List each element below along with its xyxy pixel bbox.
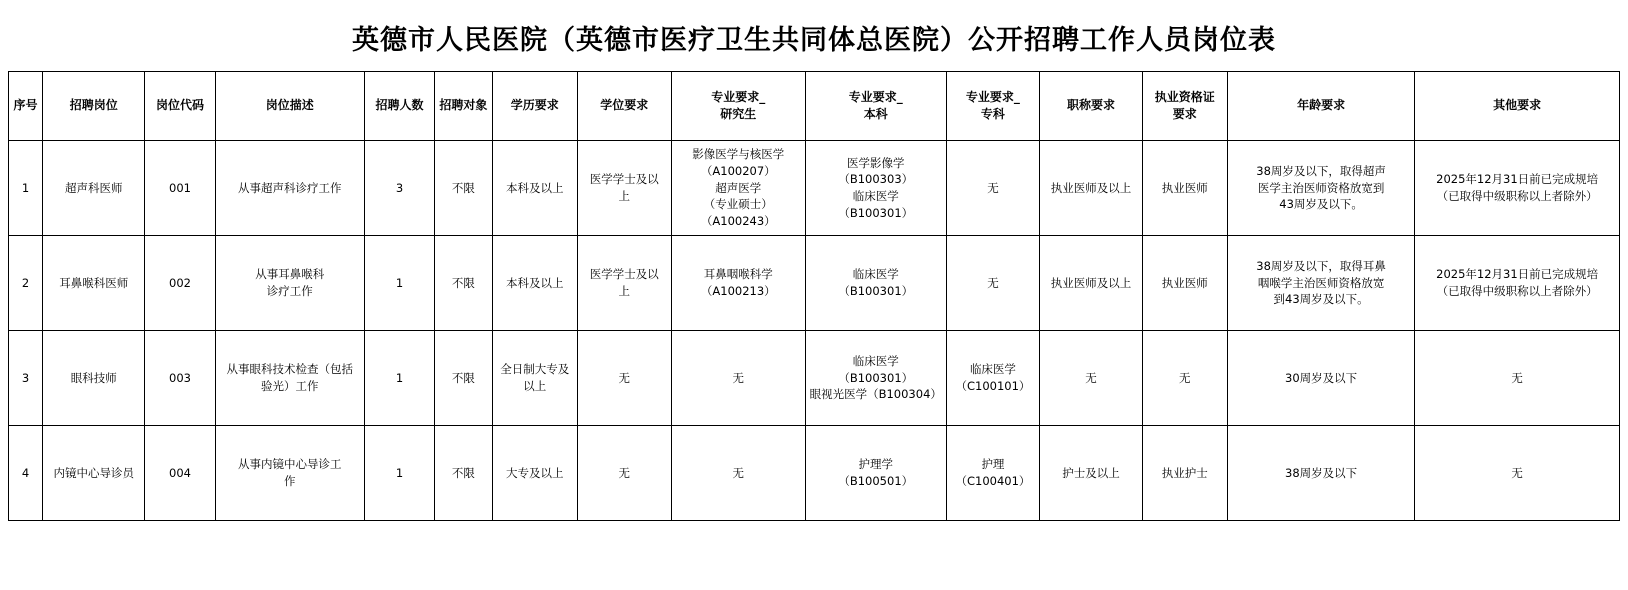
column-header-title-req — [1040, 72, 1142, 141]
cell-age — [1227, 331, 1415, 426]
cell-line: 护士及以上 — [1062, 465, 1120, 480]
cell-line: 无 — [618, 465, 631, 480]
cell-major-college — [946, 236, 1040, 331]
cell-license — [1142, 141, 1227, 236]
cell-line: 38周岁及以下 — [1285, 465, 1358, 480]
cell-degree — [577, 426, 671, 521]
header-line: 学历要求 — [510, 98, 559, 113]
cell-other — [1415, 331, 1620, 426]
header-line: 招聘岗位 — [69, 98, 118, 113]
cell-lines — [1042, 180, 1139, 197]
cell-lines — [218, 266, 362, 299]
cell-lines — [218, 456, 362, 489]
cell-target: 不限 — [435, 426, 493, 521]
header-lines-0 — [11, 97, 40, 114]
cell-code: 002 — [145, 236, 215, 331]
cell-lines — [949, 275, 1038, 292]
header-line: 学位要求 — [600, 98, 649, 113]
header-line: 专业要求_ — [711, 89, 766, 104]
cell-lines — [808, 353, 944, 403]
cell-line: 咽喉学主治医师资格放宽 — [1257, 275, 1385, 290]
cell-headcount: 1 — [364, 331, 434, 426]
cell-line: 上 — [618, 284, 631, 298]
cell-lines — [949, 361, 1038, 394]
cell-lines — [580, 171, 669, 204]
cell-line: （A100207） — [700, 163, 776, 178]
cell-license — [1142, 426, 1227, 521]
header-lines-13 — [1230, 97, 1413, 114]
table-body — [9, 141, 1620, 521]
cell-line: （C100401） — [955, 474, 1031, 488]
header-line: 研究生 — [720, 107, 757, 121]
cell-line: 38周岁及以下，取得耳鼻 — [1256, 258, 1386, 273]
cell-line: 临床医学 — [852, 189, 899, 203]
cell-line: 医学学士及以 — [589, 172, 659, 187]
cell-lines — [808, 155, 944, 222]
cell-lines — [1230, 163, 1413, 213]
header-lines-12 — [1145, 89, 1225, 124]
cell-description — [215, 236, 364, 331]
cell-education — [492, 236, 577, 331]
cell-headcount: 3 — [364, 141, 434, 236]
cell-line: 医学影像学 — [846, 155, 905, 170]
cell-line: 临床医学 — [852, 353, 899, 368]
cell-line: 超声医学 — [715, 180, 762, 195]
cell-line: 无 — [987, 275, 999, 290]
cell-line: 验光）工作 — [261, 379, 319, 393]
header-line: 招聘人数 — [375, 98, 424, 113]
cell-target: 不限 — [435, 331, 493, 426]
cell-line: 无 — [732, 465, 745, 480]
cell-line: 从事超声科诊疗工作 — [238, 180, 342, 195]
cell-lines — [1042, 370, 1139, 387]
cell-line: 无 — [732, 370, 745, 385]
cell-line: （B100301） — [838, 284, 914, 298]
column-header-major-graduate — [671, 72, 805, 141]
header-lines-3 — [218, 97, 362, 114]
header-lines-6 — [495, 97, 575, 114]
cell-degree — [577, 141, 671, 236]
cell-code: 001 — [145, 141, 215, 236]
cell-line: 无 — [1511, 465, 1523, 480]
table-row — [9, 426, 1620, 521]
cell-line: 以上 — [523, 379, 547, 393]
cell-line: 无 — [1511, 370, 1523, 385]
cell-code: 004 — [145, 426, 215, 521]
cell-line: 30周岁及以下 — [1285, 370, 1358, 385]
cell-line: 无 — [618, 370, 631, 385]
column-header-degree — [577, 72, 671, 141]
cell-title-req — [1040, 426, 1142, 521]
column-header-other — [1415, 72, 1620, 141]
cell-line: 本科及以上 — [506, 275, 564, 290]
header-lines-14 — [1417, 97, 1617, 114]
header-lines-11 — [1042, 97, 1139, 114]
cell-lines — [1417, 171, 1617, 204]
cell-line: 执业医师及以上 — [1050, 180, 1132, 195]
cell-title-req — [1040, 141, 1142, 236]
cell-lines — [1145, 370, 1225, 387]
column-header-target — [435, 72, 493, 141]
header-line: 职称要求 — [1066, 98, 1115, 113]
cell-lines — [949, 456, 1038, 489]
cell-post: 超声科医师 — [43, 141, 145, 236]
cell-lines — [1042, 465, 1139, 482]
cell-line: （B100301） — [838, 370, 914, 385]
cell-line: （C100101） — [955, 379, 1031, 393]
cell-lines — [1145, 180, 1225, 197]
cell-line: 作 — [284, 474, 296, 488]
recruitment-table — [8, 71, 1620, 521]
cell-line: 本科及以上 — [506, 180, 564, 195]
header-line: 执业资格证 — [1154, 89, 1215, 104]
cell-headcount: 1 — [364, 236, 434, 331]
cell-lines — [1145, 465, 1225, 482]
cell-other — [1415, 236, 1620, 331]
cell-no: 3 — [9, 331, 43, 426]
cell-lines — [674, 370, 803, 387]
cell-line: （专业硕士） — [703, 197, 773, 212]
cell-line: （B100303） — [838, 172, 914, 187]
table-header-row — [9, 72, 1620, 141]
cell-major-graduate — [671, 236, 805, 331]
cell-lines — [1145, 275, 1225, 292]
table-row — [9, 331, 1620, 426]
header-line: 岗位描述 — [265, 98, 314, 113]
cell-lines — [495, 275, 575, 292]
cell-major-college — [946, 331, 1040, 426]
cell-major-college — [946, 141, 1040, 236]
column-header-post — [43, 72, 145, 141]
cell-line: 医学主治医师资格放宽到 — [1257, 180, 1385, 195]
cell-line: 大专及以上 — [506, 465, 564, 480]
cell-line: 从事耳鼻喉科 — [255, 267, 325, 282]
cell-description — [215, 331, 364, 426]
cell-lines — [674, 146, 803, 229]
cell-description — [215, 141, 364, 236]
cell-lines — [1417, 266, 1617, 299]
cell-lines — [495, 180, 575, 197]
cell-major-undergraduate — [805, 141, 946, 236]
column-header-education — [492, 72, 577, 141]
cell-no: 4 — [9, 426, 43, 521]
cell-no: 2 — [9, 236, 43, 331]
cell-lines — [580, 370, 669, 387]
cell-line: 执业医师 — [1161, 275, 1208, 290]
cell-no: 1 — [9, 141, 43, 236]
cell-post: 眼科技师 — [43, 331, 145, 426]
cell-other — [1415, 426, 1620, 521]
cell-lines — [495, 465, 575, 482]
cell-major-college — [946, 426, 1040, 521]
cell-age — [1227, 426, 1415, 521]
cell-line: 临床医学 — [969, 362, 1016, 377]
cell-major-undergraduate — [805, 331, 946, 426]
header-line: 本科 — [863, 107, 888, 121]
cell-line: （A100243） — [700, 214, 776, 228]
cell-line: （A100213） — [700, 284, 776, 298]
cell-line: 临床医学 — [852, 267, 899, 282]
cell-post: 内镜中心导诊员 — [43, 426, 145, 521]
cell-line: 无 — [987, 180, 999, 195]
cell-age — [1227, 236, 1415, 331]
cell-line: 38周岁及以下，取得超声 — [1256, 163, 1386, 178]
column-header-major-undergraduate — [805, 72, 946, 141]
column-header-description — [215, 72, 364, 141]
cell-lines — [674, 266, 803, 299]
cell-education — [492, 331, 577, 426]
cell-headcount: 1 — [364, 426, 434, 521]
cell-line: 护理学 — [858, 457, 893, 472]
cell-lines — [1417, 465, 1617, 482]
header-line: 专科 — [980, 107, 1005, 121]
cell-lines — [1230, 258, 1413, 308]
cell-line: 43周岁及以下。 — [1279, 197, 1363, 212]
cell-age — [1227, 141, 1415, 236]
cell-line: 护理 — [981, 457, 1005, 472]
cell-license — [1142, 236, 1227, 331]
header-line: 专业要求_ — [848, 89, 903, 104]
cell-title-req — [1040, 236, 1142, 331]
cell-line: 2025年12月31日前已完成规培 — [1436, 267, 1599, 282]
header-line: 专业要求_ — [965, 89, 1020, 104]
header-line: 招聘对象 — [439, 98, 488, 113]
cell-major-undergraduate — [805, 426, 946, 521]
cell-lines — [580, 266, 669, 299]
cell-other — [1415, 141, 1620, 236]
cell-line: （B100301） — [838, 205, 914, 220]
cell-line: 无 — [1085, 370, 1097, 385]
cell-line: 2025年12月31日前已完成规培 — [1436, 172, 1599, 187]
table-row — [9, 236, 1620, 331]
table-row — [9, 141, 1620, 236]
cell-line: 医学学士及以 — [589, 267, 659, 282]
cell-line: 全日制大专及 — [500, 362, 570, 377]
header-line: 岗位代码 — [156, 98, 205, 113]
cell-lines — [808, 456, 944, 489]
cell-line: 到43周岁及以下。 — [1273, 292, 1369, 307]
cell-code: 003 — [145, 331, 215, 426]
cell-lines — [495, 361, 575, 394]
cell-line: （B100501） — [838, 474, 914, 488]
cell-line: 从事眼科技术检查（包括 — [226, 362, 354, 377]
cell-major-graduate — [671, 141, 805, 236]
cell-degree — [577, 331, 671, 426]
cell-education — [492, 426, 577, 521]
cell-line: 执业医师 — [1161, 180, 1208, 195]
cell-license — [1142, 331, 1227, 426]
cell-lines — [1042, 275, 1139, 292]
cell-title-req — [1040, 331, 1142, 426]
cell-post: 耳鼻喉科医师 — [43, 236, 145, 331]
cell-line: 从事内镜中心导诊工 — [238, 457, 342, 472]
cell-line: 上 — [618, 189, 631, 203]
cell-line: 诊疗工作 — [266, 284, 313, 298]
cell-line: （已取得中级职称以上者除外） — [1436, 284, 1598, 298]
header-line: 序号 — [13, 98, 38, 113]
cell-line: 眼视光医学（B100304） — [809, 387, 942, 402]
cell-lines — [949, 180, 1038, 197]
header-lines-1 — [45, 97, 142, 114]
header-line: 要求 — [1172, 107, 1197, 121]
cell-line: 无 — [1178, 370, 1191, 385]
column-header-license — [1142, 72, 1227, 141]
page-title: 英德市人民医院（英德市医疗卫生共同体总医院）公开招聘工作人员岗位表 — [352, 25, 1276, 56]
cell-lines — [674, 465, 803, 482]
cell-lines — [1230, 465, 1413, 482]
cell-target: 不限 — [435, 141, 493, 236]
header-lines-2 — [147, 97, 212, 114]
cell-education — [492, 141, 577, 236]
cell-line: 影像医学与核医学 — [692, 147, 785, 162]
column-header-headcount — [364, 72, 434, 141]
cell-line: 执业护士 — [1161, 465, 1208, 480]
cell-description — [215, 426, 364, 521]
cell-degree — [577, 236, 671, 331]
header-line: 年龄要求 — [1297, 98, 1346, 113]
cell-lines — [218, 361, 362, 394]
cell-lines — [808, 266, 944, 299]
cell-lines — [218, 180, 362, 197]
header-lines-10 — [949, 89, 1038, 124]
column-header-major-college — [946, 72, 1040, 141]
cell-lines — [1230, 370, 1413, 387]
cell-target: 不限 — [435, 236, 493, 331]
column-header-no — [9, 72, 43, 141]
cell-lines — [1417, 370, 1617, 387]
cell-major-undergraduate — [805, 236, 946, 331]
header-lines-7 — [580, 97, 669, 114]
cell-lines — [580, 465, 669, 482]
header-line: 其他要求 — [1493, 98, 1542, 113]
cell-line: 耳鼻咽喉科学 — [703, 267, 773, 282]
header-lines-4 — [367, 97, 432, 114]
cell-line: 执业医师及以上 — [1050, 275, 1132, 290]
header-lines-9 — [808, 89, 944, 124]
column-header-code — [145, 72, 215, 141]
cell-major-graduate — [671, 331, 805, 426]
header-lines-5 — [437, 97, 490, 114]
header-lines-8 — [674, 89, 803, 124]
column-header-age — [1227, 72, 1415, 141]
cell-major-graduate — [671, 426, 805, 521]
cell-line: （已取得中级职称以上者除外） — [1436, 189, 1598, 203]
